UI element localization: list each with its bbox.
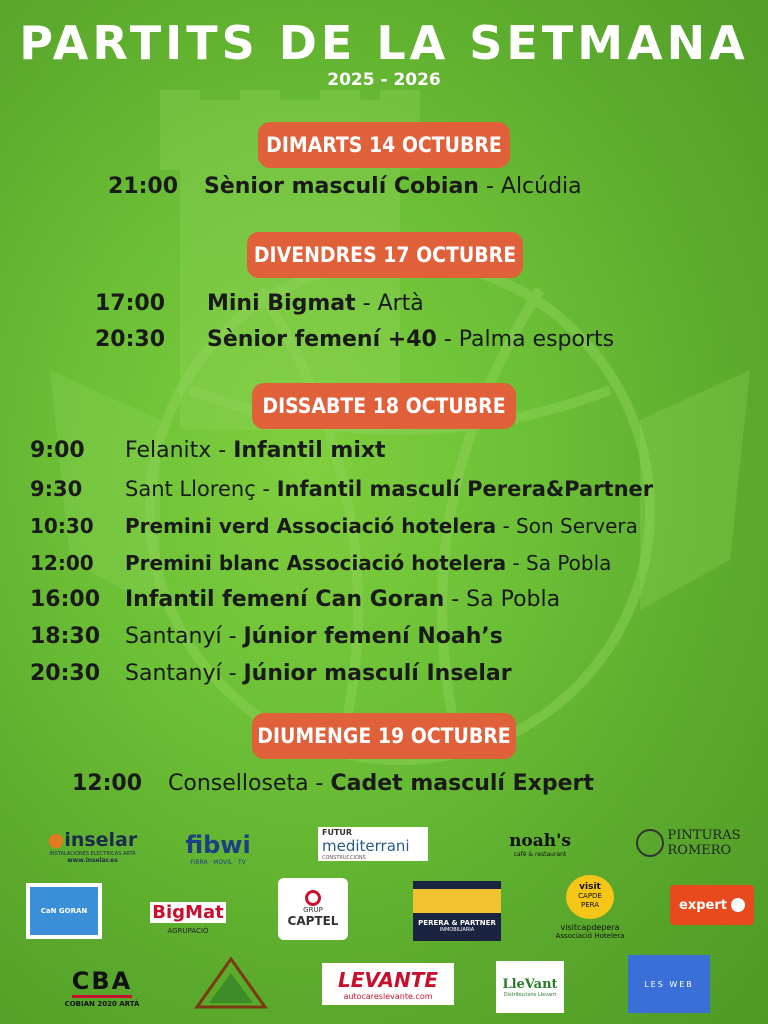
match-team: Infantil masculí Perera&Partner [276,477,654,501]
match-time: 18:30 [30,624,101,649]
pinturas-romero-logo: PINTURAS ROMERO [628,825,748,861]
day-badge-friday: DIVENDRES 17 OCTUBRE [247,232,523,278]
can-goran-logo: CaN GORAN [26,883,102,939]
sponsor-logos [0,815,768,1024]
grup-captel-logo: GRUP CAPTEL [278,878,348,940]
bigmat-logo: BigMat AGRUPACIÓ [152,901,224,935]
match-team: Infantil mixt [233,438,386,463]
match-pre: Conselloseta - [168,771,331,796]
match-row [95,325,614,355]
expert-logo: expert [670,885,754,925]
llevant-distribucions-logo: LleVant Distribucions Llevant [496,961,564,1013]
match-time: 12:00 [30,551,94,575]
match-post: - Artà [355,291,424,316]
llevant-triangle-logo [193,955,269,1011]
inselar-logo: ●inselar INSTALACIONES ELECTRICAS ARTÀ www.inselar.es [47,828,138,864]
match-row [30,436,386,466]
match-team: Mini Bigmat [207,291,356,316]
match-time: 10:30 [30,514,94,538]
match-pre: Santanyí - [125,624,244,649]
match-post: - Son Servera [496,514,638,538]
match-time: 12:00 [72,771,143,796]
match-team: Júnior femení Noah’s [243,624,503,649]
fibwi-logo: fibwi FIBRA · MOVIL · TV [185,830,251,866]
match-row [95,289,424,319]
match-post: - Palma esports [436,327,615,352]
page-title: PARTITS DE LA SETMANA [19,16,749,70]
noahs-logo: noah's café & restaurant [509,830,571,858]
match-row [30,474,653,504]
match-time: 16:00 [30,587,101,612]
match-post: - Sa Pobla [444,587,561,612]
match-pre: Sant Llorenç - [125,477,277,501]
match-row [30,659,512,689]
match-pre: Felanitx - [125,438,234,463]
visit-capdepera-logo: visit CAPDE PERA visitcapdepera Associació Hotelera [550,867,630,947]
futur-mediterrani-logo: FUTUR mediterrani CONSTRUCCIONS [318,827,428,861]
match-time: 20:30 [95,327,166,352]
match-team: Júnior masculí Inselar [243,661,512,686]
day-badge-sunday: DIUMENGE 19 OCTUBRE [252,713,516,759]
match-time: 21:00 [108,174,179,199]
les-web-logo: LES WEB [628,955,710,1013]
match-team: Cadet masculí Expert [330,771,594,796]
match-row [30,622,503,652]
match-team: Infantil femení Can Goran [125,587,445,612]
match-team: Premini blanc Associació hotelera [125,551,507,575]
match-time: 17:00 [95,291,166,316]
match-row [108,172,582,202]
day-badge-saturday: DISSABTE 18 OCTUBRE [252,383,516,429]
perera-partner-logo: PERERA & PARTNER INMOBILIARIA [413,881,501,941]
match-row [30,585,560,615]
season-label: 2025 - 2026 [327,70,441,90]
match-post: - Alcúdia [478,174,582,199]
match-post: - Sa Pobla [506,551,612,575]
match-row [72,769,594,799]
match-team: Premini verd Associació hotelera [125,514,497,538]
match-team: Sènior femení +40 [207,327,437,352]
match-row [30,548,611,578]
cobian-logo: CBA COBIAN 2020 ARTÀ [64,966,140,1008]
match-time: 20:30 [30,661,101,686]
match-time: 9:00 [30,438,85,463]
day-badge-tuesday: DIMARTS 14 OCTUBRE [258,122,510,168]
match-team: Sènior masculí Cobian [204,174,479,199]
match-row [30,511,638,541]
levante-logo: LEVANTE autocareslevante.com [322,963,454,1005]
match-time: 9:30 [30,477,83,501]
match-pre: Santanyí - [125,661,244,686]
